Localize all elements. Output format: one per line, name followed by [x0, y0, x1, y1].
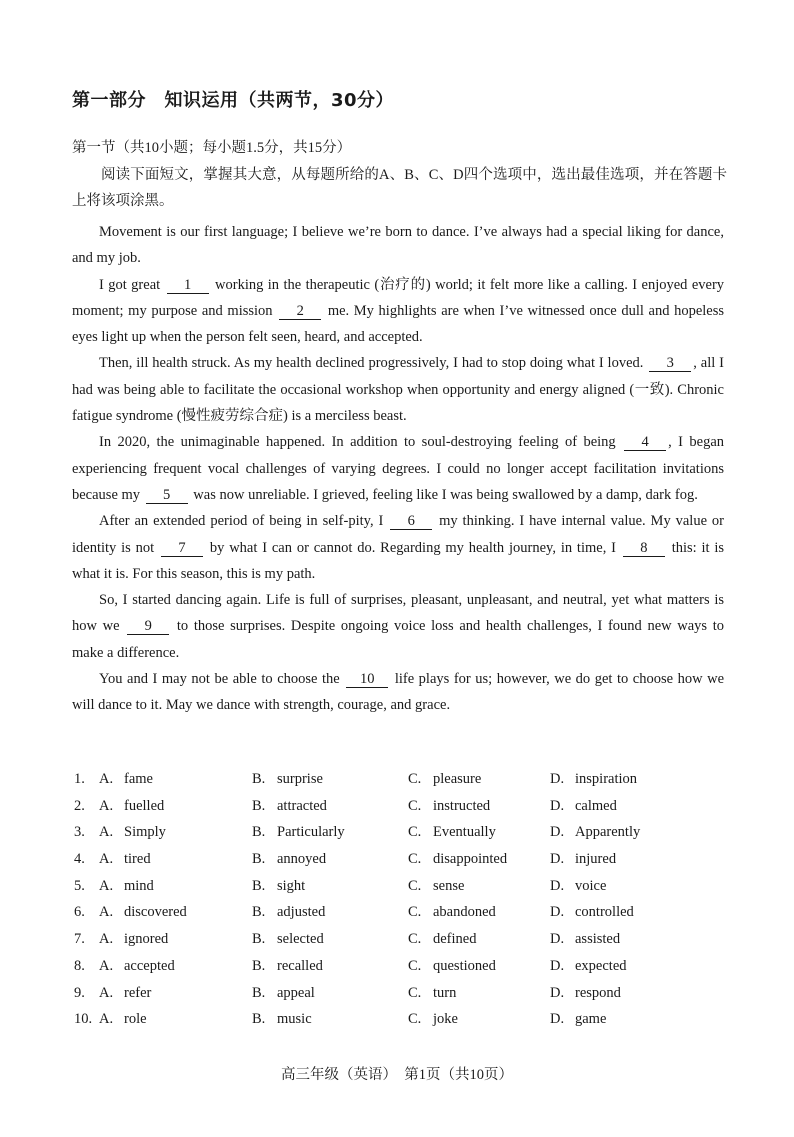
option-text: assisted	[575, 931, 621, 948]
option-letter: C.	[408, 904, 422, 921]
option-text: Simply	[124, 824, 166, 841]
question-row	[74, 985, 734, 1012]
option-text: attracted	[277, 797, 327, 814]
option-choice[interactable]	[99, 904, 187, 921]
option-letter: A.	[99, 824, 114, 841]
part-title: 第一部分 知识运用（共两节，30分）	[72, 90, 395, 111]
passage-text: , all I had was being able to facilitate the occasional workshop when opportunity and energy aligned (一致). Chronic fatigue syndrome (慢性疲劳综合症) is a merciless beast.	[72, 355, 725, 425]
passage-text: , I began experiencing frequent vocal challenges of varying degrees. I could no longer accept facilitation invitations because my	[72, 434, 725, 503]
option-text: Particularly	[277, 824, 345, 841]
answer-options	[74, 771, 734, 1038]
option-text: defined	[433, 931, 477, 948]
question-number: 5.	[74, 877, 85, 894]
option-text: disappointed	[433, 851, 508, 868]
option-letter: D.	[550, 851, 565, 868]
option-choice[interactable]	[252, 851, 326, 868]
option-choice[interactable]	[408, 771, 481, 788]
passage-paragraph	[72, 666, 724, 719]
section-title: 第一节（共10小题；每小题1.5分，共15分）	[72, 140, 352, 156]
option-text: tired	[124, 851, 151, 868]
option-letter: D.	[550, 1011, 565, 1028]
question-number: 4.	[74, 851, 85, 868]
option-letter: A.	[99, 851, 114, 868]
passage-text: Then, ill health struck. As my health declined progressively, I had to stop doing what I loved.	[99, 355, 644, 372]
question-number: 3.	[74, 824, 85, 841]
option-choice[interactable]	[99, 771, 153, 788]
blank-10: 10	[346, 671, 388, 688]
option-choice[interactable]	[550, 1011, 606, 1028]
option-letter: C.	[408, 1011, 422, 1028]
option-text: inspiration	[575, 771, 638, 787]
option-letter: B.	[252, 851, 266, 868]
option-choice[interactable]	[99, 851, 151, 868]
option-letter: B.	[252, 1011, 266, 1028]
option-choice[interactable]	[408, 851, 507, 868]
option-text: music	[277, 1011, 312, 1028]
question-row	[74, 931, 734, 958]
option-text: expected	[575, 957, 627, 974]
option-letter: C.	[408, 877, 422, 894]
passage-text: to those surprises. Despite ongoing voice loss and health challenges, I found new ways to make a difference.	[72, 618, 725, 661]
passage-paragraph	[72, 508, 724, 587]
option-choice[interactable]	[99, 985, 151, 1002]
question-row	[74, 904, 734, 931]
blank-6: 6	[390, 513, 432, 530]
option-letter: A.	[99, 984, 114, 1001]
passage-text: my thinking. I have internal value. My value or identity is not	[72, 513, 724, 556]
option-choice[interactable]	[252, 1011, 312, 1028]
option-text: discovered	[124, 904, 187, 921]
option-letter: A.	[99, 931, 114, 948]
passage-paragraph	[72, 272, 724, 351]
question-row	[74, 1011, 734, 1038]
option-text: abandoned	[433, 904, 496, 921]
option-letter: B.	[252, 984, 266, 1001]
option-text: joke	[433, 1011, 458, 1028]
passage-text: working in the therapeutic (治疗的) world; it felt more like a calling. I enjoyed every moment; my purpose and mission	[72, 276, 725, 319]
passage-text: was now unreliable. I grieved, feeling like I was being swallowed by a damp, dark fog.	[193, 486, 698, 503]
option-text: respond	[575, 984, 621, 1001]
option-choice[interactable]	[408, 824, 496, 841]
option-letter: C.	[408, 931, 422, 948]
option-letter: A.	[99, 904, 114, 921]
question-row	[74, 771, 734, 798]
option-text: recalled	[277, 957, 323, 974]
blank-7: 7	[161, 540, 203, 557]
option-choice[interactable]	[252, 878, 305, 895]
option-letter: B.	[252, 771, 266, 787]
option-letter: D.	[550, 877, 565, 894]
option-text: injured	[575, 851, 617, 868]
option-letter: D.	[550, 771, 565, 787]
passage-text: In 2020, the unimaginable happened. In addition to soul-destroying feeling of being	[99, 434, 616, 451]
option-letter: D.	[550, 957, 565, 974]
question-row	[74, 958, 734, 985]
blank-3: 3	[649, 355, 691, 372]
option-letter: D.	[550, 824, 565, 841]
blank-2: 2	[279, 303, 321, 320]
option-text: surprise	[277, 771, 323, 787]
option-choice[interactable]	[550, 958, 627, 975]
option-text: role	[124, 1011, 147, 1028]
option-choice[interactable]	[252, 985, 315, 1002]
page-footer: 高三年级（英语） 第1页（共10页）	[281, 1067, 513, 1083]
option-letter: A.	[99, 877, 114, 894]
option-choice[interactable]	[550, 904, 634, 921]
option-letter: C.	[408, 851, 422, 868]
option-text: accepted	[124, 957, 175, 974]
passage-text: this: it is what it is. For this season, this is my path.	[72, 539, 725, 582]
option-text: fuelled	[124, 797, 165, 814]
option-choice[interactable]	[550, 878, 606, 895]
option-choice[interactable]	[99, 958, 175, 975]
passage-text: I got great	[99, 276, 161, 293]
option-letter: D.	[550, 931, 565, 948]
option-text: ignored	[124, 931, 169, 948]
option-letter: B.	[252, 957, 266, 974]
option-text: appeal	[277, 984, 315, 1001]
question-number: 9.	[74, 984, 85, 1001]
option-choice[interactable]	[550, 985, 621, 1002]
option-text: turn	[433, 984, 457, 1001]
option-letter: A.	[99, 771, 114, 787]
passage-paragraph	[72, 587, 724, 666]
passage-text: me. My highlights are when I’ve witnessed once dull and hopeless eyes light up when the person felt seen, heard, and accepted.	[72, 302, 725, 346]
option-choice[interactable]	[408, 931, 476, 948]
option-choice[interactable]	[408, 958, 496, 975]
question-number: 1.	[74, 771, 85, 787]
option-text: controlled	[575, 904, 634, 921]
option-choice[interactable]	[99, 878, 154, 895]
option-letter: D.	[550, 984, 565, 1001]
option-letter: C.	[408, 984, 422, 1001]
instruction-text: 阅读下面短文，掌握其大意，从每题所给的A、B、C、D四个选项中，选出最佳选项，并在答题卡上将该项涂黑。	[72, 167, 727, 209]
option-choice[interactable]	[99, 931, 168, 948]
passage-text: Movement is our first language; I believe we’re born to dance. I’ve always had a special liking for dance, and my job.	[72, 224, 724, 267]
option-choice[interactable]	[99, 798, 164, 815]
option-text: annoyed	[277, 851, 327, 868]
blank-4: 4	[624, 434, 666, 451]
question-row	[74, 878, 734, 905]
option-choice[interactable]	[252, 931, 324, 948]
option-letter: A.	[99, 797, 114, 814]
option-letter: B.	[252, 877, 266, 894]
option-letter: C.	[408, 797, 422, 814]
passage-text: After an extended period of being in self-pity, I	[99, 513, 384, 530]
question-number: 2.	[74, 797, 85, 814]
option-letter: A.	[99, 957, 114, 974]
option-text: sight	[277, 877, 306, 894]
option-choice[interactable]	[99, 1011, 147, 1028]
option-text: adjusted	[277, 904, 326, 921]
option-choice[interactable]	[550, 798, 617, 815]
option-text: Apparently	[575, 824, 641, 841]
option-text: refer	[124, 984, 152, 1001]
passage-text: life plays for us; however, we do get to choose how we will dance to it. May we dance with strength, courage, and grace.	[72, 671, 725, 714]
option-text: instructed	[433, 797, 491, 814]
option-letter: B.	[252, 824, 266, 841]
option-text: game	[575, 1011, 607, 1028]
option-letter: D.	[550, 797, 565, 814]
passage-paragraph	[72, 429, 724, 508]
option-choice[interactable]	[550, 824, 640, 841]
option-choice[interactable]	[550, 851, 616, 868]
option-text: Eventually	[433, 824, 496, 841]
option-choice[interactable]	[408, 1011, 458, 1028]
option-letter: A.	[99, 1011, 114, 1028]
option-letter: C.	[408, 957, 422, 974]
option-letter: B.	[252, 904, 266, 921]
question-number: 7.	[74, 931, 85, 948]
option-text: questioned	[433, 957, 496, 974]
option-text: voice	[575, 877, 607, 894]
question-number: 6.	[74, 904, 85, 921]
passage-text: by what I can or cannot do. Regarding my health journey, in time, I	[209, 539, 616, 556]
option-choice[interactable]	[252, 771, 323, 788]
question-number: 8.	[74, 957, 85, 974]
option-letter: D.	[550, 904, 565, 921]
passage-paragraph	[72, 219, 724, 272]
blank-9: 9	[127, 618, 169, 635]
question-row	[74, 851, 734, 878]
option-choice[interactable]	[408, 904, 496, 921]
option-text: calmed	[575, 797, 617, 814]
option-letter: C.	[408, 771, 422, 787]
option-text: selected	[277, 931, 324, 948]
question-number: 10.	[74, 1011, 93, 1028]
option-text: pleasure	[433, 771, 482, 787]
option-choice[interactable]	[408, 798, 490, 815]
question-row	[74, 798, 734, 825]
option-text: mind	[124, 877, 154, 894]
passage-text: You and I may not be able to choose the	[99, 671, 340, 688]
option-choice[interactable]	[99, 824, 166, 841]
option-letter: B.	[252, 797, 266, 814]
option-text: sense	[433, 877, 465, 894]
option-choice[interactable]	[550, 931, 620, 948]
question-row	[74, 824, 734, 851]
option-choice[interactable]	[408, 985, 456, 1002]
blank-1: 1	[167, 277, 209, 294]
option-choice[interactable]	[252, 904, 325, 921]
passage-text: So, I started dancing again. Life is full of surprises, pleasant, unpleasant, and neutral, yet what matters is how we	[72, 592, 724, 635]
option-choice[interactable]	[408, 878, 464, 895]
option-letter: B.	[252, 931, 266, 948]
option-choice[interactable]	[550, 771, 637, 788]
option-choice[interactable]	[252, 958, 323, 975]
option-choice[interactable]	[252, 798, 327, 815]
option-text: fame	[124, 771, 153, 787]
passage-paragraph	[72, 350, 724, 429]
blank-5: 5	[146, 487, 188, 504]
cloze-passage	[72, 219, 724, 719]
option-letter: C.	[408, 824, 422, 841]
option-choice[interactable]	[252, 824, 345, 841]
blank-8: 8	[623, 540, 665, 557]
